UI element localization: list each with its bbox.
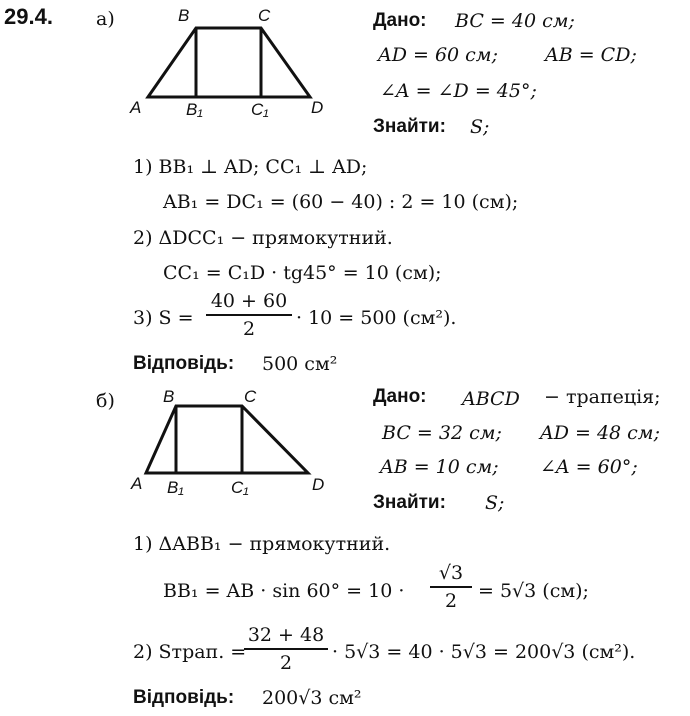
step-a-2: 2) ΔDCC₁ − прямокутний. <box>133 227 393 249</box>
step-b-1b-prefix: BB₁ = AB · sin 60° = 10 · <box>163 580 405 602</box>
problem-number: 29.4. <box>4 4 53 29</box>
vertex-a-D: D <box>311 98 324 117</box>
given-b-trapezoid: − трапеція; <box>544 386 661 408</box>
fraction-denominator: 2 <box>444 590 458 612</box>
find-a: S; <box>470 116 490 138</box>
step-b-1b-suffix: = 5√3 (см); <box>478 580 589 602</box>
step-a-3-fraction <box>206 290 292 340</box>
fraction-bar <box>244 648 328 650</box>
answer-a: 500 см² <box>262 353 338 375</box>
vertex-a-C1: C₁ <box>251 100 269 119</box>
fraction-numerator: √3 <box>438 562 464 584</box>
vertex-b-C1: C₁ <box>231 478 249 497</box>
given-a-bc: BC = 40 см; <box>455 10 575 32</box>
given-b-angle: ∠A = 60°; <box>540 456 638 478</box>
step-a-3-prefix: 3) S = <box>133 307 194 329</box>
fraction-numerator: 32 + 48 <box>247 624 325 646</box>
step-a-3-suffix: · 10 = 500 (см²). <box>296 307 457 329</box>
vertex-b-B1: B₁ <box>167 478 184 497</box>
answer-title-a: Відповідь: <box>133 353 235 374</box>
trapezoid-b-shape <box>146 406 308 473</box>
given-b-ab: AB = 10 см; <box>380 456 499 478</box>
step-b-2-suffix: · 5√3 = 40 · 5√3 = 200√3 (см²). <box>332 641 636 663</box>
find-title-a: Знайти: <box>373 116 446 137</box>
given-title-a: Дано: <box>373 10 427 31</box>
trapezoid-a-shape <box>148 28 310 97</box>
step-a-1b: AB₁ = DC₁ = (60 − 40) : 2 = 10 (см); <box>163 191 519 213</box>
given-a-angles: ∠A = ∠D = 45°; <box>380 80 537 102</box>
find-title-b: Знайти: <box>373 492 446 513</box>
find-b: S; <box>485 492 505 514</box>
given-b-abcd: ABCD <box>462 388 520 410</box>
fraction-numerator: 40 + 60 <box>210 290 288 312</box>
fraction-denominator: 2 <box>279 652 293 674</box>
part-b-label: б) <box>96 390 115 412</box>
answer-b: 200√3 см² <box>262 687 362 709</box>
step-b-2-fraction <box>244 624 328 674</box>
step-a-2b: CC₁ = C₁D · tg45° = 10 (см); <box>163 262 442 284</box>
vertex-a-C: C <box>258 6 271 25</box>
vertex-a-B1: B₁ <box>186 100 203 119</box>
given-title-b: Дано: <box>373 386 427 407</box>
part-b-trapezoid-figure <box>130 390 330 490</box>
given-a-ad: AD = 60 см; <box>378 44 498 66</box>
given-b-bc: BC = 32 см; <box>382 422 502 444</box>
given-a-ab: AB = CD; <box>545 44 637 66</box>
vertex-b-A: A <box>131 474 143 493</box>
given-b-ad: AD = 48 см; <box>540 422 660 444</box>
step-b-1: 1) ΔABB₁ − прямокутний. <box>133 533 391 555</box>
vertex-a-B: B <box>178 6 190 25</box>
vertex-b-B: B <box>163 387 175 406</box>
fraction-bar <box>206 314 292 316</box>
fraction-denominator: 2 <box>242 318 256 340</box>
step-a-1: 1) BB₁ ⊥ AD; CC₁ ⊥ AD; <box>133 156 368 178</box>
step-b-1b-fraction <box>430 562 472 612</box>
part-a-label: а) <box>96 8 115 30</box>
vertex-b-C: C <box>244 387 257 406</box>
vertex-b-D: D <box>312 475 325 494</box>
vertex-a-A: A <box>130 98 142 117</box>
answer-title-b: Відповідь: <box>133 687 235 708</box>
step-b-2-prefix: 2) Sтрап. = <box>133 641 247 663</box>
fraction-bar <box>430 586 472 588</box>
